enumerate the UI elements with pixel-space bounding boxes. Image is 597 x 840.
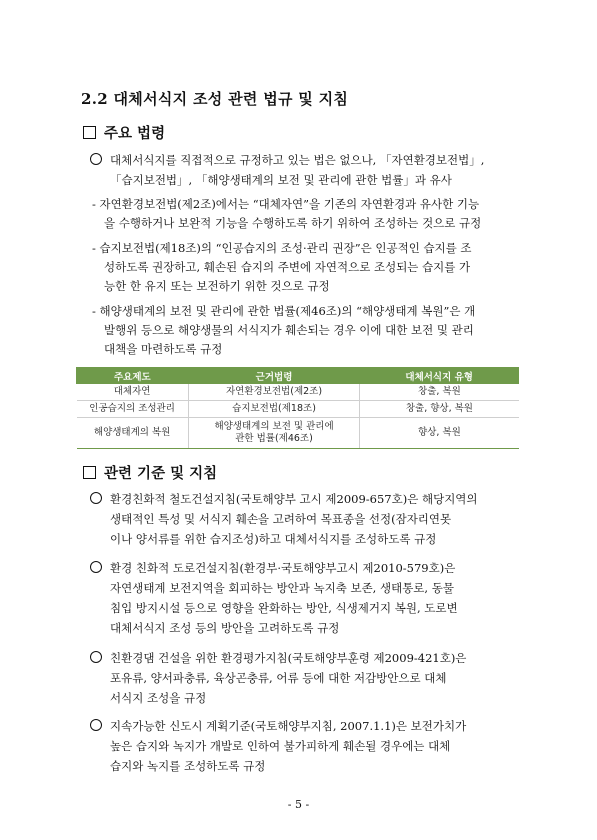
- law-item-3-line-3: 대책을 마련하도록 규정: [104, 342, 223, 356]
- guideline-3-line-1: 친환경댐 건설을 위한 환경평가지침(국토해양부훈령 제2009-421호)은: [90, 650, 466, 666]
- law-item-1-line-2: 을 수행하거나 보완적 기능을 수행하도록 하기 위하여 조성하는 것으로 규정: [104, 216, 482, 230]
- circle-bullet-icon: [90, 561, 102, 573]
- section-heading: 2.2 대체서식지 조성 관련 법규 및 지침: [81, 90, 349, 108]
- table-header-cell: 대체서식지 유형: [360, 368, 519, 384]
- guideline-3-line-2: 포유류, 양서파충류, 육상곤충류, 어류 등에 대한 저감방안으로 대체: [110, 671, 447, 685]
- intro-line-2: 「습지보전법」, 「해양생태계의 보전 및 관리에 관한 법률」과 유사: [110, 173, 452, 187]
- table-cell: [188, 418, 360, 449]
- table-cell: 대체자연: [77, 384, 189, 401]
- guideline-2-line-1: 환경 친화적 도로건설지침(환경부·국토해양부고시 제2010-579호)은: [90, 560, 455, 576]
- section-title-laws: [83, 122, 165, 143]
- table-cell: 향상, 복원: [360, 418, 519, 449]
- square-bullet-icon: [83, 466, 96, 479]
- intro-line-1: 대체서식지를 직접적으로 규정하고 있는 법은 없으나, 「자연환경보전법」,: [90, 152, 484, 168]
- law-table: [76, 367, 519, 449]
- section1-title-text: 주요 법령: [104, 125, 166, 142]
- table-cell: 인공습지의 조성관리: [77, 401, 189, 418]
- law-item-2-line-3: 능한 한 유지 또는 보전하기 위한 것으로 규정: [104, 279, 330, 293]
- guideline-4-line-1: 지속가능한 신도시 계획기준(국토해양부지침, 2007.1.1)은 보전가치가: [90, 718, 466, 734]
- law-item-3-line-1: - 해양생태계의 보전 및 관리에 관한 법률(제46조)의 “해양생태계 복원”은 개: [92, 304, 476, 318]
- table-row: [77, 418, 519, 449]
- table-row: [77, 384, 519, 401]
- law-item-2-line-1: - 습지보전법(제18조)의 “인공습지의 조성·관리 권장”은 인공적인 습지를 조: [92, 241, 472, 255]
- guideline-2-line-3: 침입 방지시설 등으로 영향을 완화하는 방안, 식생제거지 복원, 도로변: [110, 601, 458, 615]
- guideline-1-line-1: 환경친화적 철도건설지침(국토해양부 고시 제2009-657호)은 해당지역의: [90, 491, 478, 507]
- guideline-2-line-2: 자연생태계 보전지역을 회피하는 방안과 녹지축 보존, 생태통로, 동물: [110, 581, 454, 595]
- table-cell: 자연환경보전법(제2조): [188, 384, 360, 401]
- circle-bullet-icon: [90, 719, 102, 731]
- table-header-row: [77, 368, 519, 384]
- table-cell: 창출, 향상, 복원: [360, 401, 519, 418]
- page-number: - 5 -: [287, 798, 310, 811]
- guideline-4-line-3: 습지와 녹지를 조성하도록 규정: [110, 759, 266, 773]
- table-header-cell: 주요제도: [77, 368, 189, 384]
- square-bullet-icon: [83, 126, 96, 139]
- table-cell-line: 관한 법률(제46조): [235, 433, 313, 444]
- section2-title-text: 관련 기준 및 지침: [104, 465, 218, 482]
- circle-bullet-icon: [90, 651, 102, 663]
- table-cell: 해양생태계의 복원: [77, 418, 189, 449]
- guideline-2-line-4: 대체서식지 조성 등의 방안을 고려하도록 규정: [110, 621, 340, 635]
- guideline-1-line-2: 생태적인 특성 및 서식지 훼손을 고려하여 목표종을 선정(잠자리연못: [110, 512, 452, 526]
- guideline-4-line-2: 높은 습지와 녹지가 개발로 인하여 불가피하게 훼손될 경우에는 대체: [110, 739, 451, 753]
- table-row: [77, 401, 519, 418]
- table-cell-line: 해양생태계의 보전 및 관리에: [214, 421, 334, 432]
- law-item-1-line-1: - 자연환경보전법(제2조)에서는 “대체자연”을 기존의 자연환경과 유사한 기능: [92, 197, 480, 211]
- circle-bullet-icon: [90, 153, 102, 165]
- law-item-3-line-2: 발행위 등으로 해양생물의 서식지가 훼손되는 경우 이에 대한 보전 및 관리: [104, 323, 474, 337]
- circle-bullet-icon: [90, 492, 102, 504]
- guideline-1-line-3: 이나 양서류를 위한 습지조성)하고 대체서식지를 조성하도록 규정: [110, 532, 437, 546]
- section-title-guidelines: [83, 462, 217, 483]
- guideline-3-line-3: 서식지 조성을 규정: [110, 691, 207, 705]
- table-cell: 창출, 복원: [360, 384, 519, 401]
- table-header-cell: 근거법령: [188, 368, 360, 384]
- law-item-2-line-2: 성하도록 권장하고, 훼손된 습지의 주변에 자연적으로 조성되는 습지를 가: [104, 260, 471, 274]
- table-cell: 습지보전법(제18조): [188, 401, 360, 418]
